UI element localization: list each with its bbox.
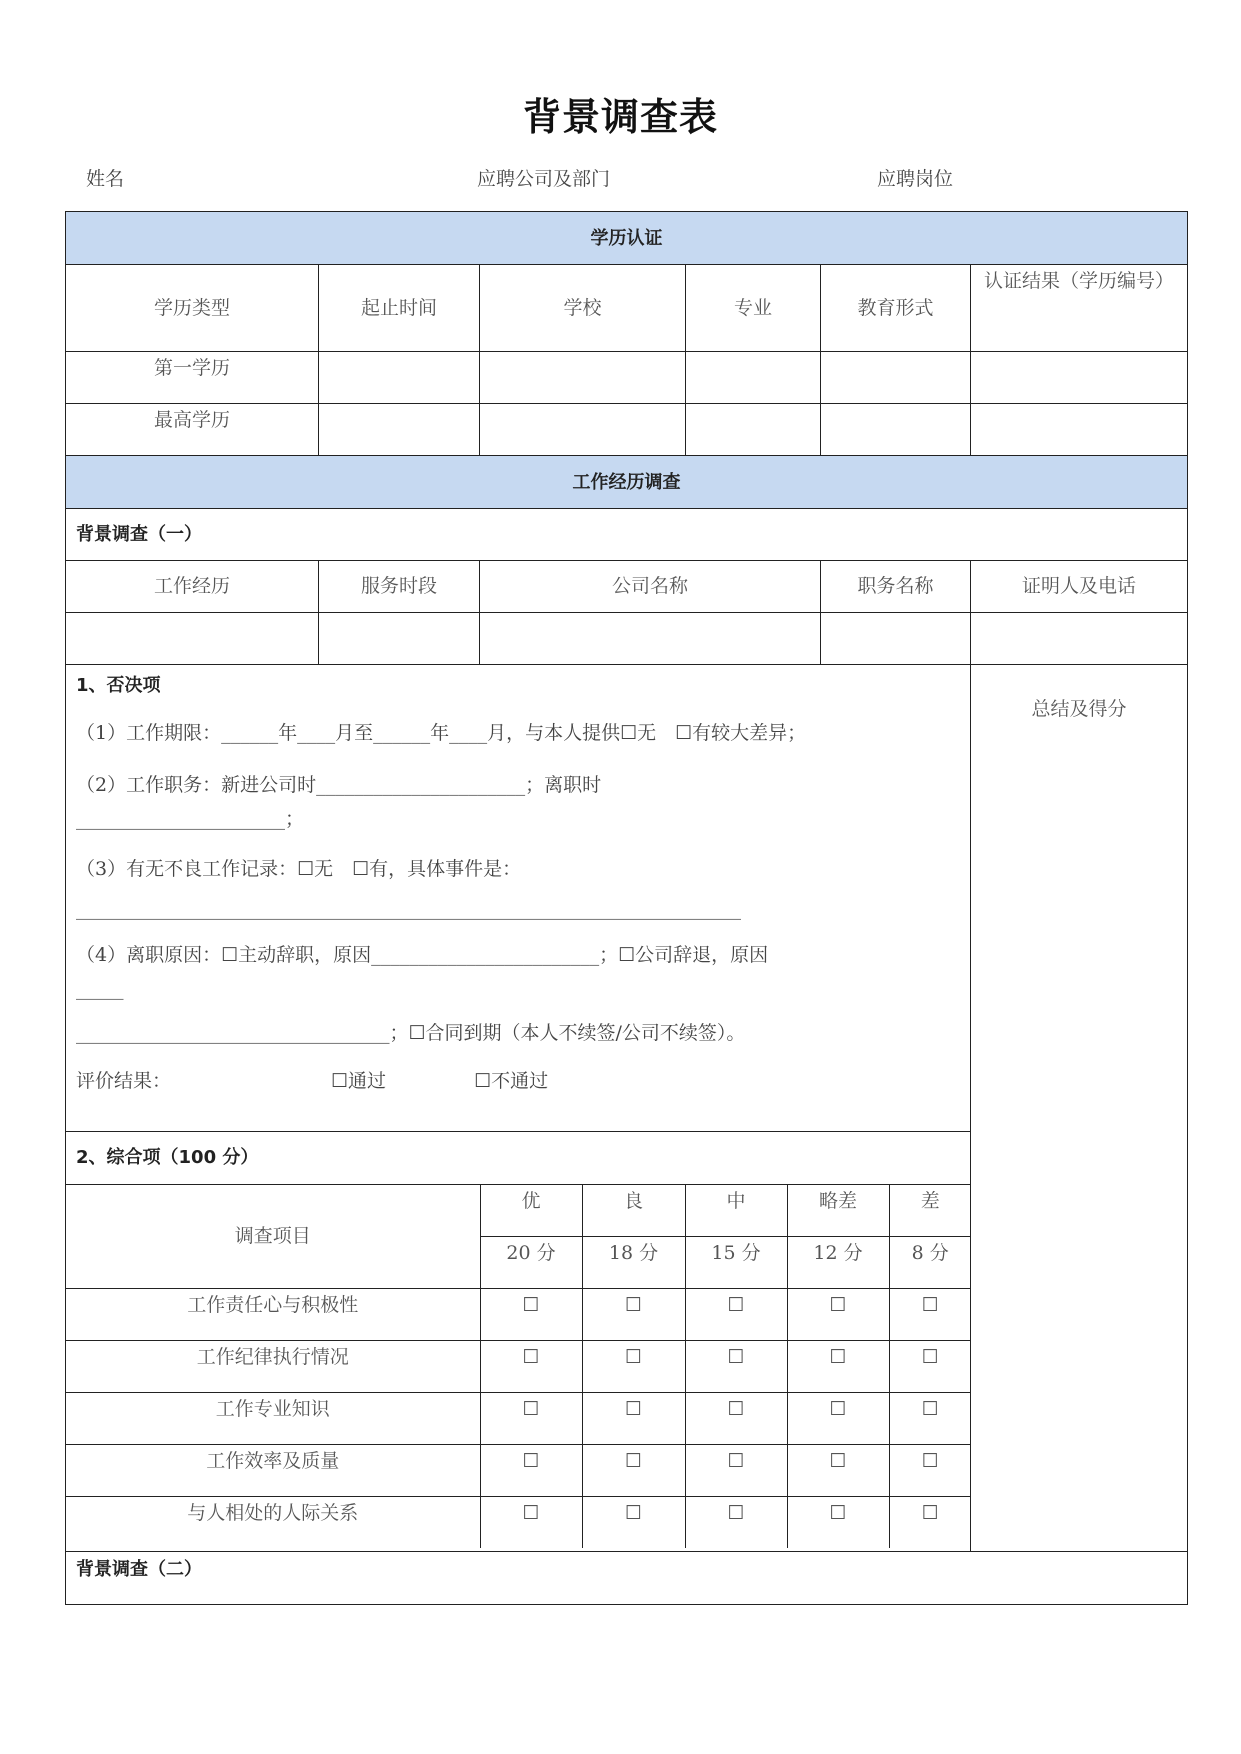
position-label: 应聘岗位 [877,168,954,190]
pass-checkbox[interactable]: ☐通过 [331,1070,387,1092]
education-row-highest: 最高学历 [66,404,319,456]
fail-checkbox[interactable]: ☐不通过 [474,1070,549,1092]
background-check-form [65,211,1188,1605]
education-cell[interactable] [319,404,480,456]
rating-checkbox[interactable]: ☐ [889,1340,971,1392]
education-cell[interactable] [686,352,821,404]
rating-checkbox[interactable]: ☐ [480,1496,582,1548]
evaluation-result [76,1066,960,1096]
score-fair: 12 分 [787,1236,889,1288]
work-col-company: 公司名称 [480,561,821,613]
rating-checkbox[interactable]: ☐ [787,1496,889,1548]
rating-checkbox[interactable]: ☐ [480,1340,582,1392]
rating-checkbox[interactable]: ☐ [787,1288,889,1340]
rating-checkbox[interactable]: ☐ [787,1392,889,1444]
composite-section [66,1132,971,1552]
rating-checkbox[interactable]: ☐ [685,1392,787,1444]
page-title: 背景调查表 [522,95,718,139]
veto-q3-line: ______________________________________________________________________ [76,898,741,920]
veto-q4: （4）离职原因：☐主动辞职，原因________________________；☐公司辞退，原因 [76,944,769,966]
work-col-title: 职务名称 [821,561,971,613]
composite-title: 2、综合项（100 分） [66,1132,971,1184]
evaluation-label: 评价结果： [76,1070,172,1092]
education-col-result: 认证结果（学历编号） [971,265,1188,352]
rating-checkbox[interactable]: ☐ [582,1496,685,1548]
education-section-header: 学历认证 [66,212,1188,265]
composite-item: 与人相处的人际关系 [66,1496,480,1548]
rating-checkbox[interactable]: ☐ [685,1444,787,1496]
composite-item: 工作责任心与积极性 [66,1288,480,1340]
composite-item: 工作纪律执行情况 [66,1340,480,1392]
score-good: 18 分 [582,1236,685,1288]
grade-fair: 略差 [787,1184,889,1236]
rating-checkbox[interactable]: ☐ [685,1288,787,1340]
rating-checkbox[interactable]: ☐ [889,1496,971,1548]
score-excellent: 20 分 [480,1236,582,1288]
rating-checkbox[interactable]: ☐ [582,1288,685,1340]
education-cell[interactable] [480,404,686,456]
work-cell[interactable] [480,613,821,665]
summary-score-cell[interactable] [971,665,1188,1552]
rating-checkbox[interactable]: ☐ [480,1288,582,1340]
name-label: 姓名 [86,168,125,190]
survey-one-label: 背景调查（一） [66,509,1188,561]
summary-score-label: 总结及得分 [1031,698,1127,720]
education-row-first: 第一学历 [66,352,319,404]
rating-checkbox[interactable]: ☐ [787,1340,889,1392]
composite-item-header: 调查项目 [66,1184,480,1288]
rating-checkbox[interactable]: ☐ [685,1496,787,1548]
education-col-school: 学校 [480,265,686,352]
education-col-form: 教育形式 [821,265,971,352]
education-cell[interactable] [821,352,971,404]
survey-two-label: 背景调查（二） [66,1552,1188,1605]
grade-good: 良 [582,1184,685,1236]
work-cell[interactable] [319,613,480,665]
rating-checkbox[interactable]: ☐ [582,1392,685,1444]
veto-q1: （1）工作期限：______年____月至______年____月，与本人提供☐无 ☐有较大差异； [76,722,807,744]
score-average: 15 分 [685,1236,787,1288]
rating-checkbox[interactable]: ☐ [582,1444,685,1496]
veto-section [66,665,971,1132]
veto-q3: （3）有无不良工作记录：☐无 ☐有，具体事件是： [76,858,522,880]
rating-checkbox[interactable]: ☐ [685,1340,787,1392]
work-col-period: 服务时段 [319,561,480,613]
rating-checkbox[interactable]: ☐ [480,1392,582,1444]
work-cell[interactable] [66,613,319,665]
composite-item: 工作专业知识 [66,1392,480,1444]
work-col-experience: 工作经历 [66,561,319,613]
rating-checkbox[interactable]: ☐ [889,1392,971,1444]
rating-checkbox[interactable]: ☐ [889,1444,971,1496]
education-col-type: 学历类型 [66,265,319,352]
education-col-major: 专业 [686,265,821,352]
education-cell[interactable] [480,352,686,404]
score-poor: 8 分 [889,1236,971,1288]
education-cell[interactable] [971,352,1188,404]
work-cell[interactable] [821,613,971,665]
rating-checkbox[interactable]: ☐ [582,1340,685,1392]
veto-q4-continued: _________________________________；☐合同到期（本人不续签/公司不续签）。 [76,1022,746,1044]
education-cell[interactable] [319,352,480,404]
veto-title: 1、否决项 [76,675,161,696]
work-cell[interactable] [971,613,1188,665]
composite-item: 工作效率及质量 [66,1444,480,1496]
veto-q2-line: ______________________； [76,808,305,830]
rating-checkbox[interactable]: ☐ [480,1444,582,1496]
grade-poor: 差 [889,1184,971,1236]
education-cell[interactable] [821,404,971,456]
grade-average: 中 [685,1184,787,1236]
grade-excellent: 优 [480,1184,582,1236]
education-cell[interactable] [971,404,1188,456]
veto-q2: （2）工作职务：新进公司时______________________；离职时 [76,774,602,796]
work-col-reference: 证明人及电话 [971,561,1188,613]
rating-checkbox[interactable]: ☐ [889,1288,971,1340]
education-cell[interactable] [686,404,821,456]
education-col-period: 起止时间 [319,265,480,352]
composite-table [66,1132,971,1548]
work-section-header: 工作经历调查 [66,456,1188,509]
company-department-label: 应聘公司及部门 [477,168,611,190]
rating-checkbox[interactable]: ☐ [787,1444,889,1496]
veto-q4-line: _____ [76,978,124,1000]
